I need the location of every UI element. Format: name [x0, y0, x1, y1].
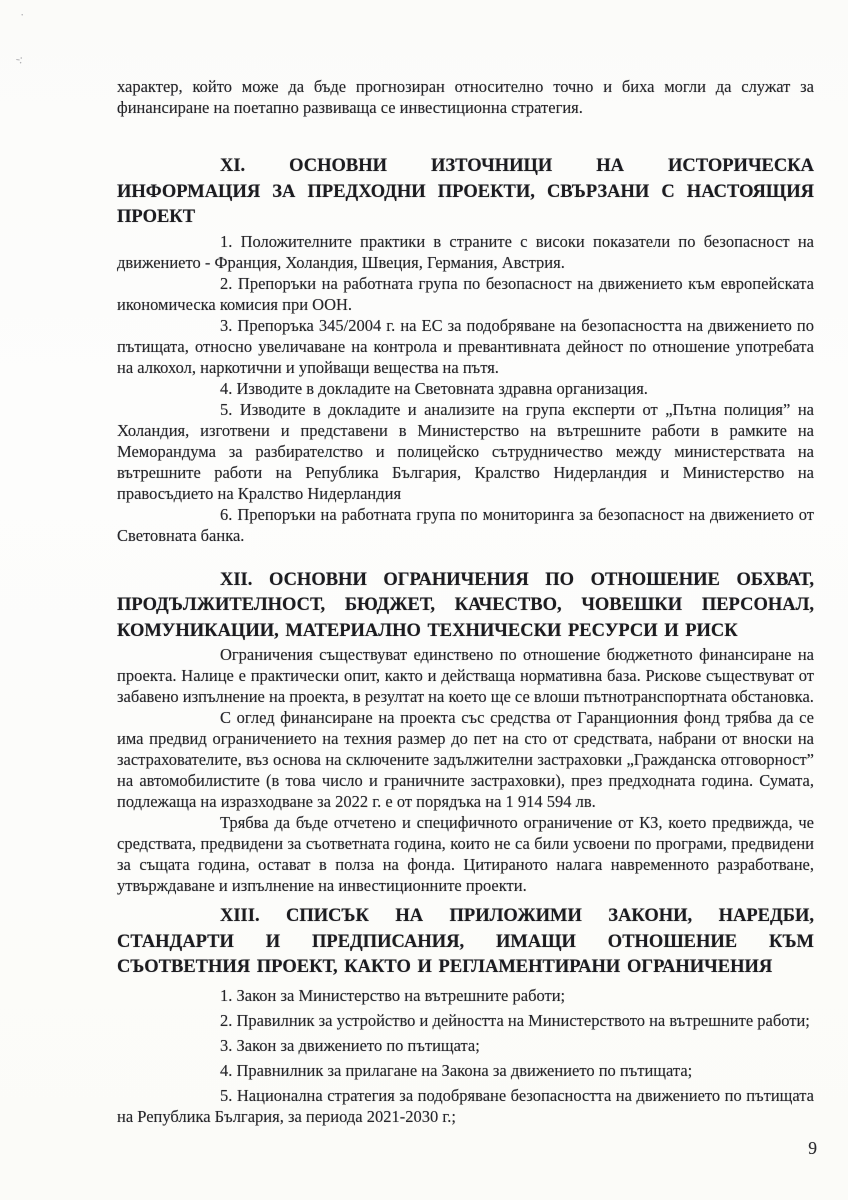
section-xiii-item-4: 4. Правнилник за прилагане на Закона за движението по пътищата; — [220, 1060, 693, 1080]
section-xi-item-4: 4. Изводите в докладите на Световната здравна организация. — [220, 378, 648, 398]
section-xiii-item-3: 3. Закон за движението по пътищата; — [220, 1035, 480, 1055]
page-number: 9 — [808, 1138, 817, 1158]
intro-paragraph: характер, който може да бъде прогнозиран относително точно и биха могли да служат за финансиране на поетапно развиваща се инвестиционна стратегия. — [117, 77, 814, 117]
section-xiii-item-2: 2. Правилник за устройство и дейността на Министерството на вътрешните работи; — [220, 1010, 810, 1030]
section-xi-item-2: 2. Препоръки на работната група по безопасност на движението към европейската икономическа комисия при ООН. — [117, 273, 814, 314]
section-xi-item-5: 5. Изводите в докладите и анализите на група експерти от „Пътна полиция” на Холандия, изготвени и представени в Министерство на вътрешните работи в рамките на Меморандума за разбирателство и полицейско сътрудничество между министерствата на вътрешните работи на Република България, Кралство Нидерландия и Министерство на правосъдието на Кралство Нидерландия — [117, 399, 814, 503]
section-xi-item-3: 3. Препоръка 345/2004 г. на ЕС за подобряване на безопасността на движението по пътищата, относно увеличаване на контрола и превантивната дейност по отношение употребата на алкохол, наркотични и упойващи вещества на пътя. — [117, 315, 814, 377]
section-xiii-item-1: 1. Закон за Министерство на вътрешните работи; — [220, 985, 566, 1005]
scan-speck-icon: -: — [14, 50, 23, 67]
section-xiii-heading: XIII. СПИСЪК НА ПРИЛОЖИМИ ЗАКОНИ, НАРЕДБИ, СТАНДАРТИ И ПРЕДПИСАНИЯ, ИМАЩИ ОТНОШЕНИЕ КЪМ СЪОТВЕТНИЯ ПРОЕКТ, КАКТО И РЕГЛАМЕНТИРАНИ ОГРАНИЧЕНИЯ — [117, 906, 814, 977]
section-xi-item-1: 1. Положителните практики в страните с високи показатели по безопасност на движението - Франция, Холандия, Швеция, Германия, Австрия. — [117, 231, 814, 272]
section-xii-paragraph-3: Трябва да бъде отчетено и специфичното ограничение от КЗ, което предвижда, че средствата, предвидени за съответната година, които не са били усвоени по програми, предвидени за същата година, остават в полза на фонда. Цитираното налага навременното разработване, утвърждаване и изпълнение на инвестиционните проекти. — [117, 813, 814, 895]
section-xii-paragraph-2: С оглед финансиране на проекта със средства от Гаранционния фонд трябва да се има предвид ограничението на техния размер до пет на сто от средствата, набрани от вноски на застрахователите, въз основа на сключените задължителни застраховки „Гражданска отговорност” на автомобилистите (в това число и граничните застраховки), през предходната година. Сумата, подлежаща на изразходване за 2022 г. е от порядъка на 1 914 594 лв. — [117, 708, 814, 811]
scan-speck-icon: · — [18, 6, 26, 23]
section-xi-item-6: 6. Препоръки на работната група по мониторинга за безопасност на движението от Световната банка. — [117, 504, 814, 545]
section-xi-heading: XI. ОСНОВНИ ИЗТОЧНИЦИ НА ИСТОРИЧЕСКА ИНФОРМАЦИЯ ЗА ПРЕДХОДНИ ПРОЕКТИ, СВЪРЗАНИ С НАСТОЯЩИЯ ПРОЕКТ — [117, 156, 814, 227]
document-body — [117, 76, 814, 1127]
section-xii-heading: XII. ОСНОВНИ ОГРАНИЧЕНИЯ ПО ОТНОШЕНИЕ ОБХВАТ, ПРОДЪЛЖИТЕЛНОСТ, БЮДЖЕТ, КАЧЕСТВО, ЧОВЕШКИ ПЕРСОНАЛ, КОМУНИКАЦИИ, МАТЕРИАЛНО ТЕХНИЧЕСКИ РЕСУРСИ И РИСК — [117, 569, 814, 641]
section-xii-paragraph-1: Ограничения съществуват единствено по отношение бюджетното финансиране на проекта. Налице е практически опит, както и действаща нормативна база. Рискове съществуват от забавено изпълнение на проекта, в резултат на което ще се влоши пътнотранспортната обстановка. — [117, 645, 814, 706]
section-xiii-item-5: 5. Национална стратегия за подобряване безопасността на движението по пътищата на Република България, за периода 2021-2030 г.; — [117, 1085, 814, 1126]
